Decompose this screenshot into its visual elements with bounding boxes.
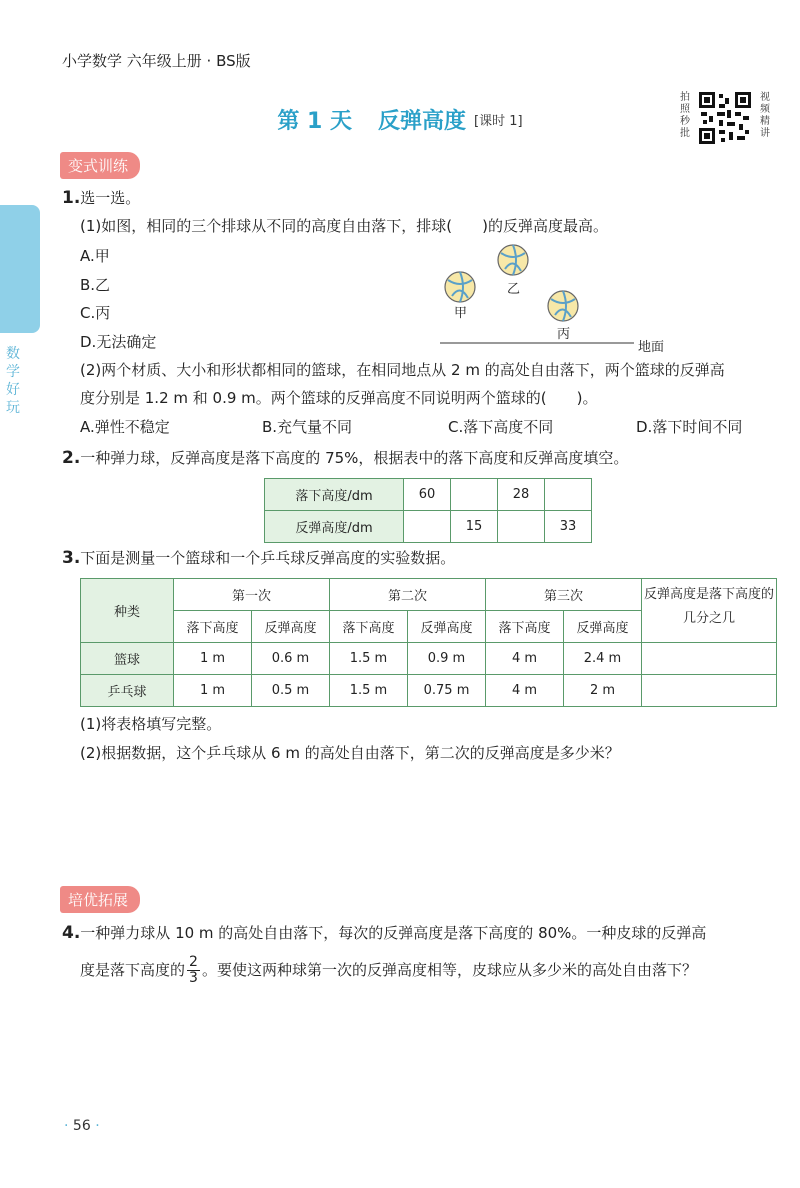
fraction-numerator: 2	[189, 954, 198, 970]
row-name-basketball: 篮球	[81, 643, 174, 675]
table-cell: 4 m	[486, 643, 564, 675]
question-3-part-2: (2)根据数据，这个乒乓球从 6 m 的高处自由落下，第二次的反弹高度是多少米？	[80, 744, 620, 762]
title-day: 第 1 天	[277, 109, 353, 134]
table-cell: 1 m	[174, 675, 252, 707]
volleyball-yi-icon	[498, 245, 528, 275]
question-3-number: 3.	[62, 548, 81, 568]
question-4-line-2	[80, 955, 697, 986]
table-row	[265, 479, 592, 511]
table-cell-input[interactable]	[545, 479, 592, 511]
table-cell: 0.9 m	[408, 643, 486, 675]
qr-code-icon[interactable]	[697, 90, 753, 146]
table-cell: 2 m	[564, 675, 642, 707]
ground-label: 地面	[638, 340, 665, 355]
table-cell: 1.5 m	[330, 643, 408, 675]
bounce-ball-table	[264, 478, 592, 543]
option-d[interactable]: D.无法确定	[80, 333, 157, 351]
volleyball-bing-icon	[548, 291, 578, 321]
page-number-value: 56	[72, 1118, 91, 1134]
table-cell-input[interactable]	[404, 511, 451, 543]
question-1-part-1: (1)如图，相同的三个排球从不同的高度自由落下，排球( )的反弹高度最高。	[80, 217, 608, 235]
question-4-line-1	[62, 923, 706, 943]
question-1-part-2-line-2: 度分别是 1.2 m 和 0.9 m。两个篮球的反弹高度不同说明两个篮球的( )。	[80, 389, 598, 407]
table-cell: 4 m	[486, 675, 564, 707]
table-cell: 0.6 m	[252, 643, 330, 675]
question-3-part-1: (1)将表格填写完整。	[80, 715, 222, 733]
option2-a[interactable]: A.弹性不稳定	[80, 418, 170, 436]
question-1-text: 选一选。	[80, 189, 141, 207]
question-3	[62, 548, 455, 568]
table-cell: 28	[498, 479, 545, 511]
title-tag: [课时 1]	[474, 114, 523, 129]
question-4-text-post: 。要使这两种球第一次的反弹高度相等，皮球应从多少米的高处自由落下？	[201, 961, 697, 979]
table-row	[265, 511, 592, 543]
table-cell: 1 m	[174, 643, 252, 675]
ball-label-bing: 丙	[557, 327, 571, 342]
experiment-table	[80, 578, 777, 707]
table-row-basketball	[81, 643, 777, 675]
qr-left-label: 拍照秒批	[680, 92, 690, 139]
sidebar-label: 数学好玩	[6, 346, 20, 416]
row-head-drop-height: 落下高度/dm	[265, 479, 404, 511]
row-head-bounce-height: 反弹高度/dm	[265, 511, 404, 543]
table-row-pingpong	[81, 675, 777, 707]
title-topic: 反弹高度	[378, 109, 467, 134]
question-4-number: 4.	[62, 923, 81, 943]
table-cell: 2.4 m	[564, 643, 642, 675]
table-cell-input[interactable]	[451, 479, 498, 511]
option2-c[interactable]: C.落下高度不同	[448, 418, 554, 436]
option-b[interactable]: B.乙	[80, 276, 111, 294]
question-2-text: 一种弹力球，反弹高度是落下高度的 75%，根据表中的落下高度和反弹高度填空。	[80, 449, 629, 467]
volleyball-jia-icon	[445, 272, 475, 302]
subheader-bounce: 反弹高度	[564, 611, 642, 643]
page-number	[64, 1118, 100, 1134]
page-number-dot-right: ·	[95, 1118, 100, 1134]
question-3-text: 下面是测量一个篮球和一个乒乓球反弹高度的实验数据。	[80, 549, 456, 567]
table-cell-answer-basketball[interactable]	[642, 643, 777, 675]
option2-b[interactable]: B.充气量不同	[262, 418, 353, 436]
ball-label-jia: 甲	[454, 306, 468, 321]
question-2-number: 2.	[62, 448, 81, 468]
subheader-bounce: 反弹高度	[408, 611, 486, 643]
section-badge-extension: 培优拓展	[60, 886, 140, 913]
table-cell: 15	[451, 511, 498, 543]
table-cell: 0.75 m	[408, 675, 486, 707]
volleyball-figure	[440, 240, 660, 355]
row-name-pingpong: 乒乓球	[81, 675, 174, 707]
header-trial-3: 第三次	[486, 579, 642, 611]
option-a[interactable]: A.甲	[80, 247, 110, 265]
table-cell: 1.5 m	[330, 675, 408, 707]
header-kind: 种类	[81, 579, 174, 643]
section-badge-training: 变式训练	[60, 152, 140, 179]
fraction-denominator: 3	[189, 970, 198, 986]
page-number-dot-left: ·	[64, 1118, 69, 1134]
subheader-bounce: 反弹高度	[252, 611, 330, 643]
option-c[interactable]: C.丙	[80, 304, 111, 322]
table-cell: 0.5 m	[252, 675, 330, 707]
header-ratio: 反弹高度是落下高度的几分之几	[642, 579, 777, 643]
question-4-text: 一种弹力球从 10 m 的高处自由落下，每次的反弹高度是落下高度的 80%。一种皮球的反弹高	[80, 924, 707, 942]
table-cell-answer-pingpong[interactable]	[642, 675, 777, 707]
option2-d[interactable]: D.落下时间不同	[636, 418, 743, 436]
table-header-row	[81, 579, 777, 611]
ball-label-yi: 乙	[507, 282, 521, 297]
fraction-two-thirds	[187, 955, 200, 986]
question-2	[62, 448, 628, 468]
subheader-drop: 落下高度	[174, 611, 252, 643]
question-1-part-2-line-1: (2)两个材质、大小和形状都相同的篮球，在相同地点从 2 m 的高处自由落下，两个篮球的反弹高	[80, 361, 725, 379]
question-4-text-pre: 度是落下高度的	[80, 961, 186, 979]
page-header: 小学数学 六年级上册 · BS版	[62, 52, 251, 70]
subheader-drop: 落下高度	[486, 611, 564, 643]
table-cell: 60	[404, 479, 451, 511]
question-1	[62, 188, 140, 208]
header-trial-2: 第二次	[330, 579, 486, 611]
subheader-drop: 落下高度	[330, 611, 408, 643]
table-cell-input[interactable]	[498, 511, 545, 543]
header-trial-1: 第一次	[174, 579, 330, 611]
question-1-number: 1.	[62, 188, 81, 208]
table-cell: 33	[545, 511, 592, 543]
side-tab	[0, 205, 40, 333]
qr-right-label: 视频精讲	[760, 92, 770, 139]
